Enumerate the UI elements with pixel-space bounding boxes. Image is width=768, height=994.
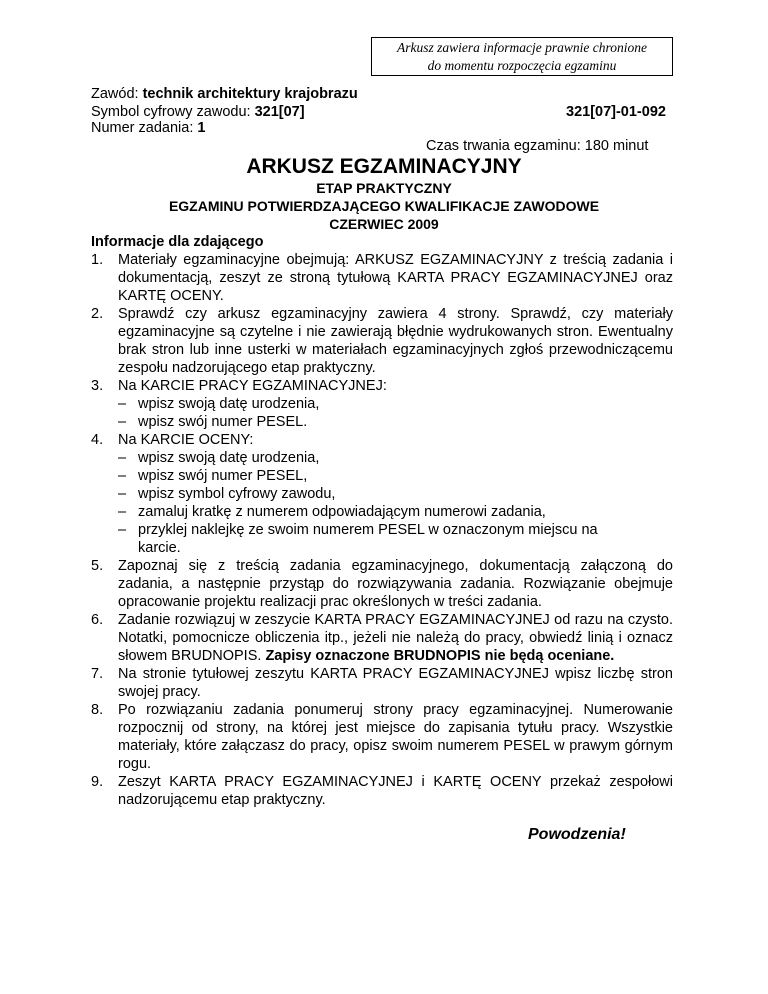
instruction-text-bold: Zapisy oznaczone BRUDNOPIS nie będą oceniane. — [265, 648, 615, 664]
instructions-list — [91, 251, 673, 809]
exam-code — [566, 103, 666, 121]
instruction-item — [91, 611, 673, 665]
instruction-text: Zeszyt KARTA PRACY EGZAMINACYJNEJ i KARTĘ OCENY przekaż zespołowi nadzorującemu etap praktyczny. — [118, 774, 673, 808]
sub-item — [118, 467, 673, 485]
profession-line — [91, 85, 358, 103]
task-number-label: Numer zadania: — [91, 120, 198, 136]
instruction-item — [91, 665, 673, 701]
sub-item-text: przyklej naklejkę ze swoim numerem PESEL w oznaczonym miejscu na karcie. — [138, 522, 598, 556]
legal-notice-box — [371, 37, 673, 76]
instruction-number: 7. — [91, 666, 104, 682]
task-number-line — [91, 119, 205, 137]
instruction-item — [91, 431, 673, 557]
exam-duration: Czas trwania egzaminu: 180 minut — [426, 138, 649, 154]
sub-item-text: wpisz symbol cyfrowy zawodu, — [138, 486, 336, 502]
instruction-item — [91, 305, 673, 377]
instruction-number: 1. — [91, 252, 104, 268]
instruction-text — [118, 611, 673, 665]
dash-bullet: – — [118, 414, 127, 430]
profession-label: Zawód: — [91, 86, 143, 102]
sub-item — [118, 413, 673, 431]
symbol-label: Symbol cyfrowy zawodu: — [91, 104, 255, 120]
info-heading: Informacje dla zdającego — [91, 234, 264, 250]
document-title: ARKUSZ EGZAMINACYJNY — [246, 155, 522, 178]
legal-notice-line-2: do momentu rozpoczęcia egzaminu — [427, 58, 617, 73]
instruction-item — [91, 251, 673, 305]
instruction-text-plain: Zadanie rozwiązuj w zeszycie KARTA PRACY EGZAMINACYJNEJ od razu na czysto. Notatki, pomocnicze obliczenia itp., jeżeli nie należą do pracy, obwiedź linią i oznacz słowem BRUDNOPIS. — [118, 612, 673, 664]
sub-item — [118, 449, 673, 467]
dash-bullet: – — [118, 396, 127, 412]
instruction-item — [91, 773, 673, 809]
stage-title: ETAP PRAKTYCZNY — [316, 180, 452, 196]
sub-item — [118, 503, 673, 521]
dash-bullet: – — [118, 486, 127, 502]
instruction-sublist — [118, 449, 673, 557]
instruction-text: Zapoznaj się z treścią zadania egzaminacyjnego, dokumentacją załączoną do zadania, a następnie przystąp do rozwiązywania zadania. Rozwiązanie obejmuje opracowanie projektu realizacji prac określonych w treści zadania. — [118, 558, 673, 610]
dash-bullet: – — [118, 522, 127, 538]
sub-item-text: wpisz swój numer PESEL, — [138, 468, 308, 484]
closing-wish: Powodzenia! — [528, 826, 626, 843]
exam-code-value: 321[07]-01-092 — [566, 104, 666, 120]
sub-item-text: wpisz swoją datę urodzenia, — [138, 450, 320, 466]
sub-item — [118, 395, 673, 413]
instruction-number: 9. — [91, 774, 104, 790]
instruction-text: Na KARCIE PRACY EGZAMINACYJNEJ: — [118, 378, 387, 394]
instruction-number: 6. — [91, 612, 104, 628]
instruction-text: Sprawdź czy arkusz egzaminacyjny zawiera 4 strony. Sprawdź, czy materiały egzaminacyjne są czytelne i nie zawierają błędnie wydrukowanych stron. Ewentualny brak stron lub inne usterki w materiałach egzaminacyjnych zgłoś przewodniczącemu zespołu nadzorującego etap praktyczny. — [118, 306, 673, 376]
dash-bullet: – — [118, 468, 127, 484]
sub-item — [118, 521, 673, 557]
exam-date: CZERWIEC 2009 — [329, 216, 439, 232]
sub-item-text: zamaluj kratkę z numerem odpowiadającym numerowi zadania, — [138, 504, 546, 520]
exam-title: EGZAMINU POTWIERDZAJĄCEGO KWALIFIKACJE ZAWODOWE — [168, 198, 600, 214]
instruction-text: Materiały egzaminacyjne obejmują: ARKUSZ EGZAMINACYJNY z treścią zadania i dokumentacją, zeszyt ze stroną tytułową KARTA PRACY EGZAMINACYJNEJ oraz KARTĘ OCENY. — [118, 252, 673, 304]
sub-item — [118, 485, 673, 503]
instruction-item — [91, 557, 673, 611]
sub-item-text: wpisz swój numer PESEL. — [138, 414, 308, 430]
legal-notice-line-1: Arkusz zawiera informacje prawnie chronione — [397, 40, 647, 55]
sub-item-text: wpisz swoją datę urodzenia, — [138, 396, 320, 412]
profession-value: technik architektury krajobrazu — [142, 86, 358, 102]
task-number-value: 1 — [197, 120, 206, 136]
dash-bullet: – — [118, 504, 127, 520]
dash-bullet: – — [118, 450, 127, 466]
instruction-number: 5. — [91, 558, 104, 574]
instruction-item — [91, 701, 673, 773]
instruction-text: Na stronie tytułowej zeszytu KARTA PRACY EGZAMINACYJNEJ wpisz liczbę stron swojej pracy. — [118, 666, 673, 700]
instruction-text: Na KARCIE OCENY: — [118, 432, 254, 448]
instruction-text: Po rozwiązaniu zadania ponumeruj strony pracy egzaminacyjnej. Numerowanie rozpocznij od strony, na której jest miejsce do zapisania tytułu pracy. Wszystkie materiały, które załączasz do pracy, opisz swoim numerem PESEL w prawym górnym rogu. — [118, 702, 673, 772]
instruction-sublist — [118, 395, 673, 431]
instruction-number: 2. — [91, 306, 104, 322]
instruction-number: 4. — [91, 432, 104, 448]
instruction-number: 3. — [91, 378, 104, 394]
symbol-value: 321[07] — [254, 104, 305, 120]
instruction-item — [91, 377, 673, 431]
instruction-number: 8. — [91, 702, 104, 718]
